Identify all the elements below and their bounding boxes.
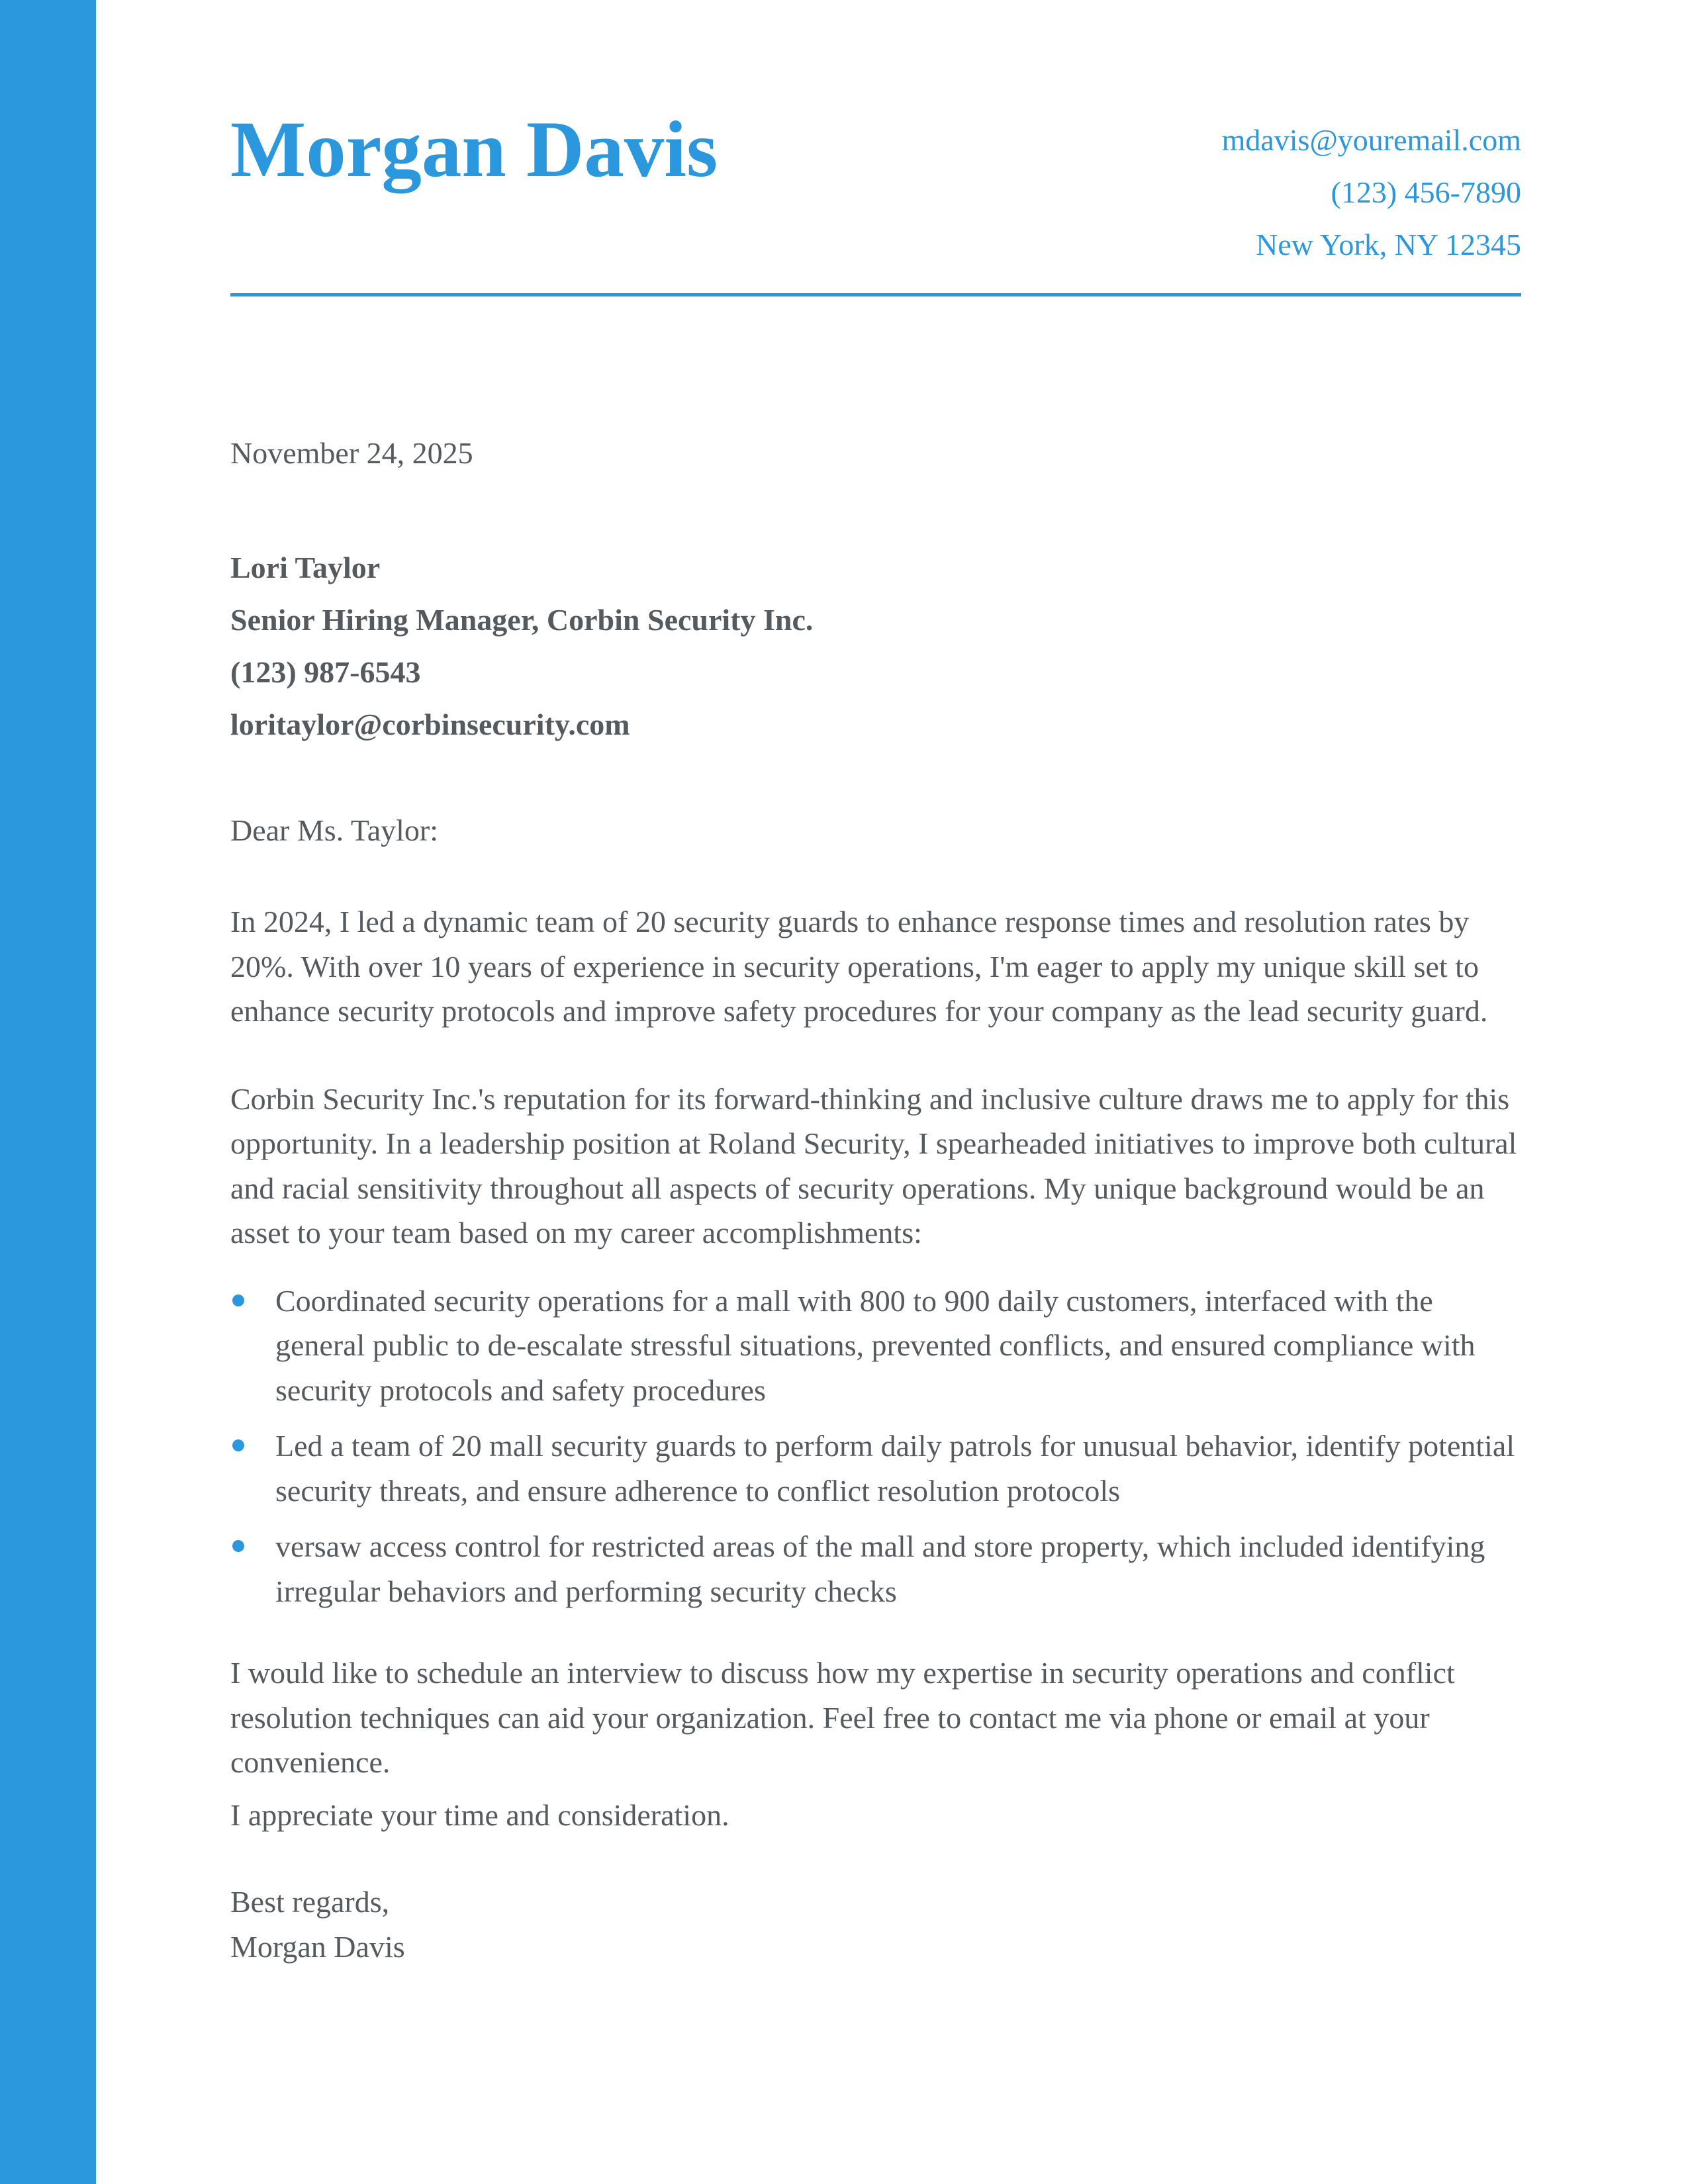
recipient-title: Senior Hiring Manager, Corbin Security Inc.	[230, 603, 814, 637]
sender-phone: (123) 456-7890	[1331, 175, 1521, 209]
list-item	[230, 1424, 1521, 1513]
sender-contact	[1222, 114, 1521, 271]
bullet-icon	[232, 1295, 244, 1306]
body-paragraph: In 2024, I led a dynamic team of 20 security guards to enhance response times and resolution rates by 20%. With over 10 years of experience in security operations, I'm eager to apply my unique skill set to enhance security protocols and improve safety procedures for your company as the lead security guard.	[230, 905, 1488, 1028]
sender-location: New York, NY 12345	[1256, 228, 1521, 261]
header-divider	[230, 293, 1521, 296]
closing-block	[230, 1880, 1521, 1969]
body-paragraph: I would like to schedule an interview to discuss how my expertise in security operations and conflict resolution techniques can aid your organization. Feel free to contact me via phone or email at your convenience.	[230, 1656, 1455, 1779]
sender-email: mdavis@youremail.com	[1221, 123, 1521, 157]
recipient-name: Lori Taylor	[230, 551, 381, 584]
list-item-text: versaw access control for restricted areas of the mall and store property, which included identifying irregular behaviors and performing security checks	[275, 1529, 1485, 1608]
salutation: Dear Ms. Taylor:	[230, 813, 439, 847]
list-item	[230, 1279, 1521, 1413]
body-paragraph: Corbin Security Inc.'s reputation for its forward-thinking and inclusive culture draws me to apply for this opportunity. In a leadership position at Roland Security, I spearheaded initiatives to improve both cultural and racial sensitivity throughout all aspects of security operations. My unique background would be an asset to your team based on my career accomplishments:	[230, 1081, 1517, 1250]
accomplishments-list	[230, 1279, 1521, 1614]
sender-name: Morgan Davis	[230, 105, 718, 194]
letter-body	[230, 899, 1521, 1969]
recipient-phone: (123) 987-6543	[230, 655, 421, 689]
letter-date: November 24, 2025	[230, 436, 473, 470]
accent-sidebar	[0, 0, 96, 2184]
bullet-icon	[232, 1439, 244, 1451]
list-item-text: Coordinated security operations for a mall with 800 to 900 daily customers, interfaced with the general public to de-escalate stressful situations, prevented conflicts, and ensured compliance with security protocols and safety procedures	[275, 1283, 1476, 1407]
recipient-email: loritaylor@corbinsecurity.com	[230, 707, 630, 741]
recipient-block	[230, 541, 813, 751]
body-paragraph: I appreciate your time and consideration.	[230, 1797, 729, 1832]
closing: Best regards,	[230, 1885, 390, 1919]
letter-header	[230, 0, 1521, 296]
list-item	[230, 1524, 1521, 1614]
letter-page	[230, 0, 1521, 1964]
bullet-icon	[232, 1540, 244, 1552]
signature: Morgan Davis	[230, 1929, 405, 1964]
list-item-text: Led a team of 20 mall security guards to perform daily patrols for unusual behavior, identify potential security threats, and ensure adherence to conflict resolution protocols	[275, 1429, 1515, 1508]
